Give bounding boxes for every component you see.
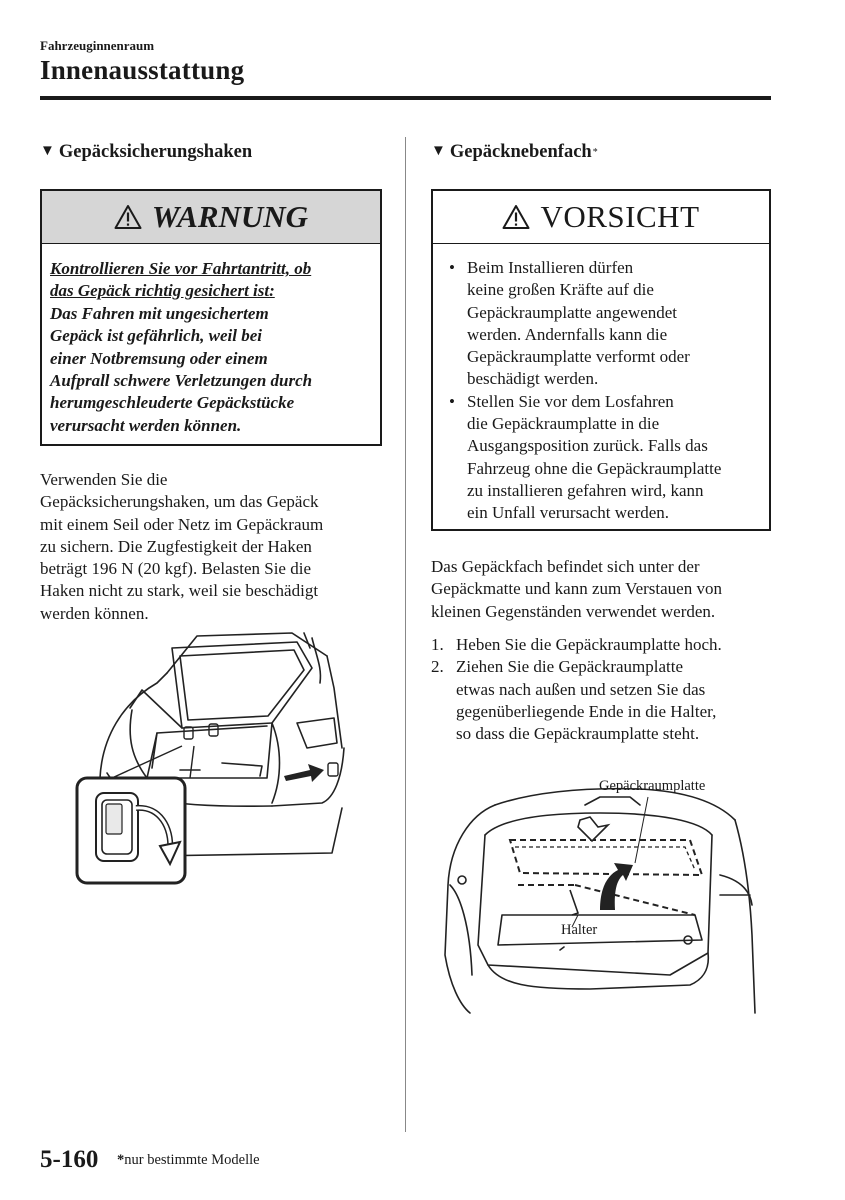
cargo-hook-illustration [72, 628, 352, 888]
warning-line: Gepäck ist gefährlich, weil bei [50, 326, 263, 346]
right-paragraph [431, 556, 776, 623]
caution-line: beschädigt werden. [467, 369, 599, 389]
warning-line: Kontrollieren Sie vor Fahrtantritt, ob [50, 259, 312, 278]
caution-line: Ausgangsposition zurück. Falls das [467, 436, 708, 456]
paragraph-line: werden können. [40, 603, 149, 623]
holder-label: Halter [561, 922, 598, 938]
step-number: 1. [431, 635, 444, 654]
caution-line: Gepäckraumplatte angewendet [467, 302, 678, 322]
storage-board-illustration [440, 775, 760, 1015]
footnote-mark: * [117, 1152, 125, 1168]
right-heading [431, 142, 598, 163]
caution-title: VORSICHT [540, 199, 700, 234]
step-item [431, 634, 776, 656]
caution-line: Stellen Sie vor dem Losfahren [467, 391, 674, 411]
section-label: Fahrzeuginnenraum [40, 38, 155, 53]
caution-box [431, 189, 771, 531]
warning-line: Aufprall schwere Verletzungen durch [50, 371, 313, 391]
warning-line: herumgeschleuderte Gepäckstücke [50, 393, 295, 413]
warning-line: das Gepäck richtig gesichert ist: [50, 281, 275, 301]
page-number: 5-160 [40, 1146, 99, 1173]
step-line: etwas nach außen und setzen Sie das [456, 679, 706, 699]
caution-line: Gepäckraumplatte verformt oder [467, 347, 690, 367]
warning-line: Das Fahren mit ungesichertem [50, 303, 269, 323]
footnote-text: nur bestimmte Modelle [124, 1152, 260, 1168]
paragraph-line: Gepäckmatte und kann zum Verstauen von [431, 579, 722, 599]
paragraph-line: zu sichern. Die Zugfestigkeit der Haken [40, 536, 312, 556]
paragraph-line: kleinen Gegenständen verwendet werden. [431, 601, 716, 621]
paragraph-line: mit einem Seil oder Netz im Gepäckraum [40, 514, 324, 534]
optional-equipment-mark: * [592, 147, 598, 158]
title-rule [40, 96, 771, 100]
caution-header [433, 191, 769, 244]
warning-title: WARNUNG [151, 199, 309, 234]
page-title: Innenausstattung [40, 55, 245, 85]
paragraph-line: Das Gepäckfach befindet sich unter der [431, 557, 700, 576]
step-list [431, 634, 776, 745]
left-paragraph [40, 469, 390, 625]
warning-box [40, 189, 382, 446]
warning-header [42, 191, 380, 244]
warning-body [42, 244, 380, 449]
paragraph-line: beträgt 196 N (20 kgf). Belasten Sie die [40, 559, 311, 579]
paragraph-line: Verwenden Sie die [40, 470, 168, 489]
footnote [117, 1152, 260, 1169]
right-heading-text: Gepäcknebenfach [449, 142, 592, 162]
caution-line: zu installieren gefahren wird, kann [467, 480, 704, 500]
caution-list [433, 244, 769, 535]
caution-line: die Gepäckraumplatte in die [467, 414, 660, 434]
step-line: Ziehen Sie die Gepäckraumplatte [456, 657, 684, 677]
caution-item [449, 391, 759, 525]
caution-line: ein Unfall verursacht werden. [467, 503, 670, 523]
warning-triangle-icon [114, 204, 142, 230]
caution-line: werden. Andernfalls kann die [467, 324, 668, 344]
step-line: Heben Sie die Gepäckraumplatte hoch. [456, 635, 722, 654]
warning-line: einer Notbremsung oder einem [50, 348, 268, 368]
left-heading [40, 142, 252, 163]
warning-triangle-icon [502, 204, 530, 230]
step-number: 2. [431, 657, 444, 677]
caution-line: keine großen Kräfte auf die [467, 280, 654, 300]
step-item [431, 656, 776, 745]
step-line: so dass die Gepäckraumplatte steht. [456, 724, 700, 744]
triangle-down-icon: ▼ [431, 143, 446, 159]
left-heading-text: Gepäcksicherungshaken [58, 142, 253, 162]
bullet-icon: • [449, 391, 455, 411]
caution-item [449, 257, 759, 391]
triangle-down-icon: ▼ [40, 143, 55, 159]
caution-line: Fahrzeug ohne die Gepäckraumplatte [467, 458, 722, 478]
caution-line: Beim Installieren dürfen [467, 258, 634, 277]
paragraph-line: Gepäcksicherungshaken, um das Gepäck [40, 492, 319, 512]
column-divider [405, 137, 406, 1132]
board-label: Gepäckraumplatte [599, 778, 706, 794]
paragraph-line: Haken nicht zu stark, weil sie beschädigt [40, 581, 319, 601]
warning-line: verursacht werden können. [50, 415, 242, 435]
step-line: gegenüberliegende Ende in die Halter, [456, 701, 717, 721]
bullet-icon: • [449, 258, 455, 277]
